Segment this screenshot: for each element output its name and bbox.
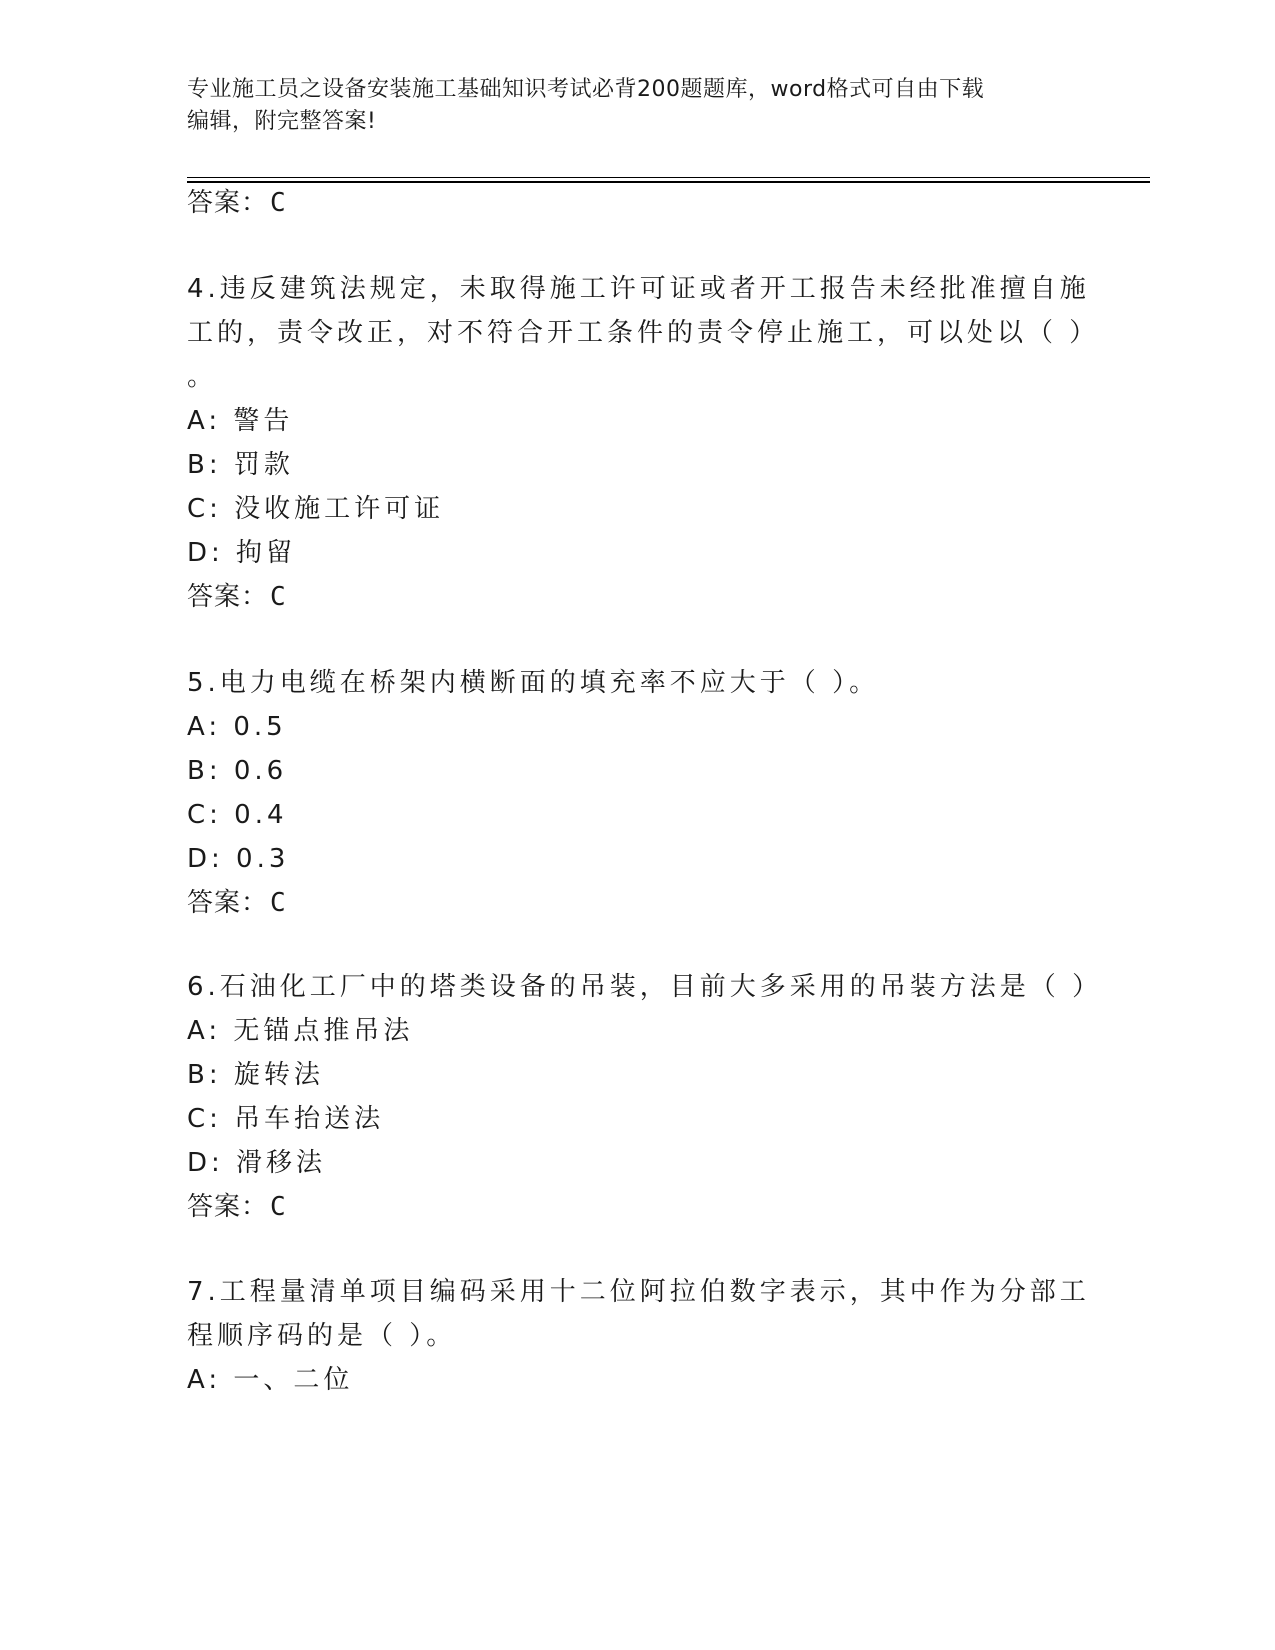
answer-label: 答案： xyxy=(187,582,269,612)
answer-label: 答案： xyxy=(187,1192,269,1222)
question-4-text-line-2: 工的，责令改正，对不符合开工条件的责令停止施工，可以处以（ ） xyxy=(187,318,1100,348)
header-divider-thick xyxy=(187,181,1150,183)
header-divider-thin xyxy=(187,177,1150,178)
question-4-text-line-3: 。 xyxy=(187,362,218,392)
question-5-option-c: C: 0.4 xyxy=(187,800,288,830)
question-5-option-d: D: 0.3 xyxy=(187,844,290,874)
question-4-answer xyxy=(187,582,287,612)
question-6-option-a: A: 无锚点推吊法 xyxy=(187,1016,414,1046)
answer-value: C xyxy=(270,582,287,612)
question-5-answer xyxy=(187,888,287,918)
header-line-2: 编辑，附完整答案! xyxy=(187,109,377,134)
answer-value: C xyxy=(270,188,287,218)
answer-label: 答案： xyxy=(187,188,269,218)
question-7-text-line-2: 程顺序码的是（ ）。 xyxy=(187,1321,457,1351)
question-4-option-d: D: 拘留 xyxy=(187,538,297,568)
document-header xyxy=(187,74,1067,138)
question-5-text-line-1: 5.电力电缆在桥架内横断面的填充率不应大于（ ）。 xyxy=(187,668,880,698)
question-6-text-line-1: 6.石油化工厂中的塔类设备的吊装，目前大多采用的吊装方法是（ ） xyxy=(187,972,1103,1002)
question-7-option-a: A: 一、二位 xyxy=(187,1365,354,1395)
question-5-option-b: B: 0.6 xyxy=(187,756,288,786)
question-5-option-a: A: 0.5 xyxy=(187,712,287,742)
question-4-option-b: B: 罚款 xyxy=(187,450,294,480)
question-4-text-line-1: 4.违反建筑法规定，未取得施工许可证或者开工报告未经批准擅自施 xyxy=(187,274,1090,304)
header-line-1: 专业施工员之设备安装施工基础知识考试必背200题题库，word格式可自由下载 xyxy=(187,77,985,102)
question-4-option-a: A: 警告 xyxy=(187,406,294,436)
question-6-option-c: C: 吊车抬送法 xyxy=(187,1104,385,1134)
answer-label: 答案： xyxy=(187,888,269,918)
question-4-option-c: C: 没收施工许可证 xyxy=(187,494,445,524)
question-6-answer xyxy=(187,1192,287,1222)
question-6-option-d: D: 滑移法 xyxy=(187,1148,327,1178)
answer-value: C xyxy=(270,888,287,918)
question-6-option-b: B: 旋转法 xyxy=(187,1060,324,1090)
answer-line xyxy=(187,188,287,218)
question-7-text-line-1: 7.工程量清单项目编码采用十二位阿拉伯数字表示，其中作为分部工 xyxy=(187,1277,1090,1307)
answer-value: C xyxy=(270,1192,287,1222)
